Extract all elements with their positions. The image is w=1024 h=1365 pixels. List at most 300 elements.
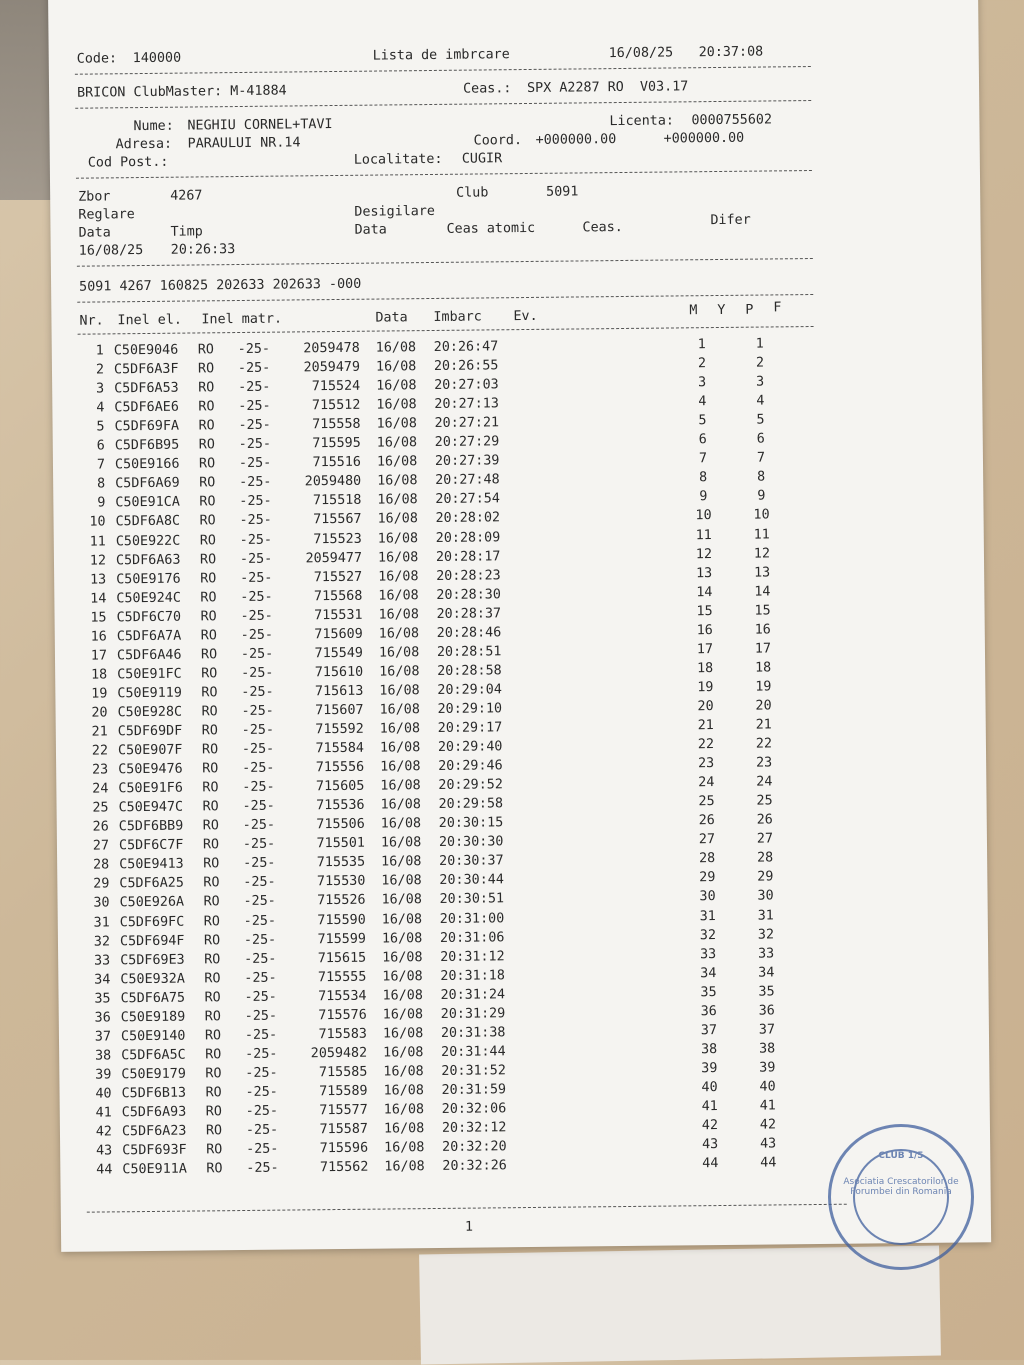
cell-ro: RO — [201, 666, 218, 682]
cell-m: 12 — [695, 546, 713, 562]
cell-p: 17 — [754, 641, 772, 657]
cell-m: 27 — [698, 832, 716, 848]
cell-m: 16 — [696, 622, 713, 638]
cell-inel: C5DF6A23 — [121, 1123, 187, 1140]
cell-yr: -25- — [245, 1065, 278, 1081]
cell-ro: RO — [202, 799, 219, 815]
cell-imb: 20:27:21 — [434, 415, 500, 432]
cell-ro: RO — [206, 1161, 223, 1177]
cell-data: 16/08 — [379, 683, 420, 699]
cell-matr: 715607 — [315, 702, 364, 719]
cell-yr: -25- — [240, 608, 273, 624]
cell-m: 25 — [698, 794, 715, 810]
cell-data: 16/08 — [378, 644, 420, 661]
zbor-label: Zbor — [78, 189, 111, 205]
cell-imb: 20:30:37 — [439, 853, 504, 870]
cell-matr: 715531 — [314, 607, 363, 623]
cell-imb: 20:28:37 — [436, 605, 502, 622]
cell-yr: -25- — [243, 856, 276, 872]
cell-data: 16/08 — [380, 797, 421, 813]
cell-matr: 715590 — [317, 912, 366, 928]
cell-inel: C50E9166 — [114, 456, 180, 473]
cell-p: 22 — [755, 736, 773, 752]
cell-nr: 7 — [96, 457, 106, 473]
cell-ro: RO — [203, 894, 220, 910]
cell-data: 16/08 — [376, 378, 417, 394]
cell-imb: 20:29:40 — [437, 739, 503, 756]
cell-yr: -25- — [243, 894, 276, 910]
cell-ro: RO — [197, 342, 214, 358]
cell-m: 10 — [695, 508, 712, 524]
cell-yr: -25- — [242, 836, 276, 853]
cell-imb: 20:27:29 — [434, 434, 500, 451]
cell-yr: -25- — [245, 1122, 279, 1139]
cell-data: 16/08 — [381, 911, 423, 928]
cell-inel: C5DF6A93 — [121, 1104, 187, 1121]
cell-imb: 20:30:51 — [439, 891, 505, 908]
cell-inel: C50E91CA — [115, 495, 180, 511]
cell-nr: 23 — [91, 762, 109, 778]
cell-imb: 20:31:24 — [440, 986, 506, 1003]
cell-yr: -25- — [240, 627, 274, 643]
cell-nr: 39 — [95, 1067, 112, 1083]
cell-inel: C5DF6B13 — [121, 1085, 187, 1102]
cell-matr: 715585 — [318, 1064, 368, 1081]
cell-data: 16/08 — [377, 473, 418, 489]
cell-yr: -25- — [239, 551, 273, 567]
cell-imb: 20:30:15 — [438, 815, 504, 832]
cell-ro: RO — [200, 570, 217, 587]
cell-yr: -25- — [241, 684, 274, 700]
cell-data: 16/08 — [378, 568, 419, 585]
cell-ro: RO — [200, 589, 217, 606]
cell-nr: 34 — [94, 972, 111, 988]
cell-nr: 22 — [91, 743, 109, 759]
cell-p: 11 — [753, 526, 770, 543]
cell-ro: RO — [205, 1123, 223, 1139]
cell-p: 14 — [754, 584, 771, 600]
cell-imb: 20:31:12 — [440, 948, 505, 965]
cell-inel: C50E9413 — [119, 856, 184, 873]
cell-p: 2 — [755, 355, 765, 371]
cell-data: 16/08 — [377, 492, 418, 508]
cell-inel: C5DF69FC — [119, 914, 185, 930]
cell-inel: C5DF6A69 — [115, 475, 180, 492]
cell-p: 8 — [757, 469, 766, 485]
cell-data: 16/08 — [375, 359, 417, 375]
cell-m: 17 — [696, 641, 714, 658]
cell-data: 16/08 — [378, 606, 419, 623]
cell-m: 2 — [697, 356, 707, 372]
cell-inel: C5DF6A25 — [119, 876, 184, 892]
cell-nr: 42 — [95, 1124, 113, 1140]
cell-p: 34 — [758, 965, 775, 981]
cell-matr: 715506 — [316, 816, 365, 833]
cell-inel: C5DF6A3F — [113, 361, 179, 378]
cell-p: 40 — [759, 1079, 776, 1095]
stamp-inner-ring — [853, 1149, 949, 1245]
cell-inel: C5DF6AE6 — [114, 399, 179, 416]
cell-ro: RO — [200, 608, 217, 625]
page-number: 1 — [464, 1219, 474, 1235]
cell-yr: -25- — [244, 951, 277, 967]
cell-m: 43 — [701, 1137, 719, 1153]
cell-imb: 20:28:30 — [436, 586, 501, 603]
cell-yr: -25- — [239, 532, 273, 548]
cell-ro: RO — [203, 875, 220, 891]
cell-yr: -25- — [244, 1008, 278, 1024]
cell-imb: 20:32:20 — [442, 1139, 507, 1156]
address-value: PARAULUI NR.14 — [187, 135, 301, 152]
cell-nr: 28 — [92, 857, 110, 873]
cell-m: 20 — [697, 699, 714, 715]
cell-nr: 8 — [97, 476, 106, 492]
code-label: Code: — [76, 51, 118, 67]
coord-label: Coord. — [473, 133, 523, 149]
cell-ro: RO — [203, 932, 221, 948]
printout-page — [48, 0, 991, 1252]
cell-matr: 715530 — [316, 874, 366, 890]
cell-ro: RO — [199, 532, 216, 548]
cell-yr: -25- — [239, 513, 272, 529]
cell-data: 16/08 — [381, 873, 422, 889]
cell-ro: RO — [200, 628, 217, 644]
cell-m: 22 — [697, 737, 715, 753]
club-stamp — [828, 1124, 974, 1270]
cell-matr: 715587 — [319, 1121, 369, 1138]
cell-yr: -25- — [242, 798, 275, 815]
cell-nr: 9 — [97, 495, 106, 511]
cell-m: 38 — [700, 1041, 718, 1058]
cell-yr: -25- — [238, 436, 272, 453]
cell-yr: -25- — [244, 1027, 278, 1043]
cell-matr: 715609 — [314, 626, 363, 642]
cell-imb: 20:28:17 — [435, 548, 501, 565]
cell-inel: C50E911A — [122, 1161, 187, 1178]
cell-data: 16/08 — [380, 835, 422, 851]
cell-nr: 12 — [89, 552, 107, 569]
cell-data: 16/08 — [383, 1121, 425, 1137]
cell-data: 16/08 — [383, 1083, 424, 1099]
cell-inel: C50E9140 — [120, 1028, 186, 1045]
cell-ro: RO — [197, 361, 215, 377]
reglare-date: 16/08/25 — [78, 243, 144, 259]
separator — [75, 100, 811, 109]
cell-matr: 715523 — [313, 531, 362, 547]
desigilare-label: Desigilare — [354, 203, 436, 220]
cell-ro: RO — [199, 513, 216, 529]
cell-nr: 17 — [90, 648, 108, 664]
cell-data: 16/08 — [380, 759, 421, 775]
cell-inel: C50E924C — [116, 590, 181, 606]
cell-inel: C5DF694F — [119, 933, 185, 949]
cell-ro: RO — [201, 704, 218, 720]
cell-p: 36 — [758, 1003, 775, 1019]
cell-data: 16/08 — [378, 587, 419, 604]
cell-p: 15 — [754, 603, 771, 619]
cell-matr: 715556 — [315, 759, 365, 776]
separator — [77, 294, 813, 303]
cell-imb: 20:32:06 — [441, 1101, 507, 1117]
cell-nr: 29 — [93, 876, 110, 892]
cell-yr: -25- — [238, 398, 271, 415]
cell-inel: C50E9119 — [117, 685, 182, 702]
cell-ro: RO — [202, 761, 219, 777]
cell-nr: 33 — [93, 952, 111, 969]
cell-ro: RO — [204, 1008, 221, 1025]
cell-nr: 32 — [93, 933, 111, 950]
coord-y: +000000.00 — [663, 130, 745, 147]
cell-imb: 20:28:23 — [436, 567, 501, 584]
cell-ro: RO — [201, 723, 218, 739]
cell-yr: -25- — [240, 570, 273, 586]
cell-p: 29 — [757, 869, 774, 886]
cell-data: 16/08 — [381, 930, 423, 947]
cell-inel: C50E9179 — [121, 1066, 186, 1083]
system-id: BRICON ClubMaster: M-41884 — [77, 83, 287, 101]
cell-imb: 20:29:46 — [438, 758, 503, 775]
cell-matr: 715589 — [319, 1083, 368, 1100]
cell-inel: C50E947C — [118, 799, 184, 816]
col-inel-matr: Inel matr. — [201, 311, 283, 328]
name-value: NEGHIU CORNEL+TAVI — [187, 117, 333, 134]
cell-yr: -25- — [245, 1046, 278, 1062]
cell-yr: -25- — [245, 1103, 279, 1119]
cell-matr: 2059480 — [304, 474, 362, 490]
cell-inel: C5DF6C70 — [116, 609, 182, 626]
cell-ro: RO — [206, 1142, 223, 1158]
cell-data: 16/08 — [379, 702, 420, 718]
cell-yr: -25- — [242, 779, 275, 796]
cell-inel: C50E932A — [120, 971, 185, 987]
name-label: Nume: — [133, 118, 174, 135]
cell-nr: 25 — [92, 800, 109, 816]
cell-nr: 3 — [96, 381, 105, 397]
cell-inel: C5DF6B95 — [114, 437, 180, 454]
cell-m: 40 — [701, 1079, 718, 1096]
cell-m: 21 — [697, 718, 714, 734]
cell-matr: 715613 — [314, 683, 364, 700]
cell-m: 33 — [699, 946, 717, 962]
cell-yr: -25- — [238, 417, 271, 434]
data-label: Data — [78, 225, 111, 241]
cell-ro: RO — [200, 647, 218, 663]
cell-matr: 715512 — [311, 397, 361, 414]
cell-nr: 44 — [96, 1162, 113, 1178]
cell-inel: C50E9189 — [120, 1009, 186, 1026]
cell-data: 16/08 — [383, 1064, 424, 1080]
cell-p: 38 — [758, 1041, 776, 1057]
cell-p: 19 — [755, 679, 772, 695]
cell-inel: C5DF6A75 — [120, 990, 186, 1006]
cell-imb: 20:29:04 — [437, 682, 502, 698]
cell-p: 35 — [758, 984, 775, 1000]
cell-p: 33 — [757, 946, 775, 962]
cell-matr: 715595 — [312, 436, 361, 452]
cell-p: 39 — [759, 1060, 776, 1076]
license-value: 0000755602 — [691, 112, 773, 129]
zbor-value: 4267 — [170, 188, 203, 204]
cell-matr: 715536 — [316, 797, 365, 814]
cell-p: 3 — [756, 374, 765, 390]
cell-inel: C50E922C — [115, 533, 181, 549]
cell-matr: 715501 — [316, 836, 366, 852]
cell-m: 3 — [698, 375, 707, 391]
cell-matr: 715535 — [316, 855, 366, 871]
cell-matr: 715562 — [319, 1159, 369, 1176]
cell-data: 16/08 — [381, 854, 422, 870]
license-label: Licenta: — [609, 113, 674, 130]
cell-imb: 20:31:00 — [439, 910, 505, 927]
cell-inel: C50E907F — [117, 742, 183, 759]
cell-m: 44 — [702, 1156, 719, 1172]
cell-inel: C50E91F6 — [118, 780, 183, 797]
cell-inel: C5DF6BB9 — [118, 818, 184, 835]
cell-ro: RO — [199, 475, 216, 491]
cell-imb: 20:30:30 — [438, 834, 504, 851]
cell-data: 16/08 — [379, 721, 421, 737]
cell-data: 16/08 — [384, 1140, 425, 1156]
cell-nr: 19 — [91, 686, 108, 702]
cell-m: 34 — [700, 965, 717, 981]
cell-nr: 20 — [91, 705, 108, 721]
cell-p: 6 — [756, 431, 765, 447]
cell-inel: C5DF6A5C — [121, 1047, 186, 1064]
timp-label: Timp — [170, 224, 203, 240]
cell-matr: 715584 — [315, 740, 365, 757]
cell-ro: RO — [204, 989, 221, 1006]
cell-inel: C5DF6A53 — [114, 380, 179, 397]
cell-p: 32 — [757, 926, 775, 943]
cell-imb: 20:32:26 — [442, 1158, 507, 1175]
cell-m: 7 — [698, 451, 708, 467]
cell-yr: -25- — [239, 475, 272, 491]
column-headers — [51, 300, 981, 332]
postcode-label: Cod Post.: — [87, 154, 169, 171]
cell-m: 13 — [696, 565, 713, 581]
cell-m: 23 — [697, 756, 715, 772]
cell-matr: 715534 — [318, 988, 367, 1004]
cell-imb: 20:29:52 — [438, 777, 503, 794]
cell-yr: -25- — [244, 970, 277, 986]
cell-yr: -25- — [237, 360, 271, 377]
col-data: Data — [375, 310, 408, 326]
cell-nr: 31 — [93, 914, 110, 931]
clock-label: Ceas.: — [462, 81, 512, 97]
cell-nr: 16 — [90, 629, 107, 645]
cell-imb: 20:28:09 — [435, 529, 501, 546]
cell-nr: 10 — [89, 514, 106, 531]
cell-imb: 20:27:39 — [434, 453, 500, 470]
cell-imb: 20:31:44 — [441, 1044, 506, 1060]
difer-label: Difer — [710, 212, 751, 229]
cell-data: 16/08 — [377, 530, 419, 547]
cell-inel: C50E91FC — [117, 666, 182, 683]
cell-imb: 20:26:55 — [433, 358, 499, 375]
cell-p: 13 — [753, 565, 771, 581]
cell-imb: 20:31:18 — [440, 967, 505, 984]
cell-yr: -25- — [241, 665, 274, 681]
cell-p: 20 — [755, 698, 772, 714]
cell-matr: 715610 — [314, 664, 364, 681]
cell-m: 35 — [700, 984, 717, 1000]
cell-matr: 715592 — [315, 721, 364, 738]
cell-p: 27 — [756, 831, 774, 847]
cell-m: 14 — [696, 584, 713, 600]
col-y: Y — [717, 302, 726, 319]
cell-yr: -25- — [239, 494, 272, 510]
cell-data: 16/08 — [383, 1102, 425, 1118]
cell-inel: C5DF69FA — [114, 418, 180, 435]
cell-data: 16/08 — [382, 1006, 424, 1023]
cell-data: 16/08 — [376, 435, 418, 451]
locality-value: CUGIR — [461, 151, 503, 167]
cell-imb: 20:30:44 — [439, 872, 504, 889]
cell-inel: C5DF69E3 — [120, 952, 185, 968]
reglare-label: Reglare — [78, 207, 135, 223]
cell-data: 16/08 — [382, 1025, 424, 1042]
cell-yr: -25- — [243, 875, 276, 891]
cell-p: 31 — [757, 907, 774, 924]
cell-matr: 715596 — [319, 1140, 369, 1157]
cell-imb: 20:31:38 — [440, 1025, 506, 1041]
cell-data: 16/08 — [377, 549, 419, 566]
cell-matr: 715526 — [317, 893, 366, 909]
cell-p: 9 — [757, 488, 766, 504]
cell-inel: C5DF6A63 — [115, 552, 181, 568]
cell-matr: 715518 — [312, 493, 362, 509]
cell-yr: -25- — [238, 379, 271, 396]
cell-imb: 20:28:51 — [436, 644, 502, 660]
cell-p: 5 — [756, 412, 765, 428]
cell-ro: RO — [198, 399, 215, 415]
cell-matr: 715599 — [317, 931, 367, 947]
cell-ro: RO — [198, 380, 215, 396]
cell-yr: -25- — [245, 1084, 278, 1100]
cell-inel: C5DF6C7F — [118, 837, 184, 854]
stamp-ring-text: Asociatia Crescatorilor de Porumbei din Romania — [843, 1177, 959, 1197]
col-imbarc: Imbarc — [433, 309, 482, 325]
cell-p: 42 — [759, 1117, 777, 1133]
cell-m: 30 — [699, 889, 716, 905]
cell-nr: 18 — [90, 667, 108, 683]
ceas-label: Ceas. — [582, 219, 623, 236]
cell-ro: RO — [204, 951, 221, 968]
cell-ro: RO — [199, 494, 216, 510]
cell-imb: 20:26:47 — [433, 339, 499, 355]
col-ev: Ev. — [513, 308, 538, 325]
cell-ro: RO — [203, 913, 220, 929]
cell-nr: 2 — [95, 362, 105, 378]
cell-data: 16/08 — [376, 454, 418, 470]
cell-imb: 20:31:52 — [441, 1063, 506, 1079]
cell-m: 5 — [698, 413, 707, 429]
cell-ro: RO — [198, 456, 216, 472]
cell-p: 28 — [756, 850, 774, 866]
cell-ro: RO — [198, 418, 215, 434]
cell-p: 7 — [756, 450, 766, 466]
separator — [77, 258, 813, 267]
cell-nr: 11 — [89, 533, 106, 550]
cell-nr: 35 — [94, 991, 111, 1007]
cell-m: 4 — [698, 394, 707, 410]
cell-inel: C5DF69DF — [117, 723, 183, 740]
cell-ro: RO — [201, 742, 219, 758]
clock-value: SPX A2287 RO V03.17 — [526, 79, 689, 96]
cell-data: 16/08 — [382, 987, 423, 1004]
coord-x: +000000.00 — [535, 132, 617, 148]
cell-ro: RO — [202, 780, 219, 796]
